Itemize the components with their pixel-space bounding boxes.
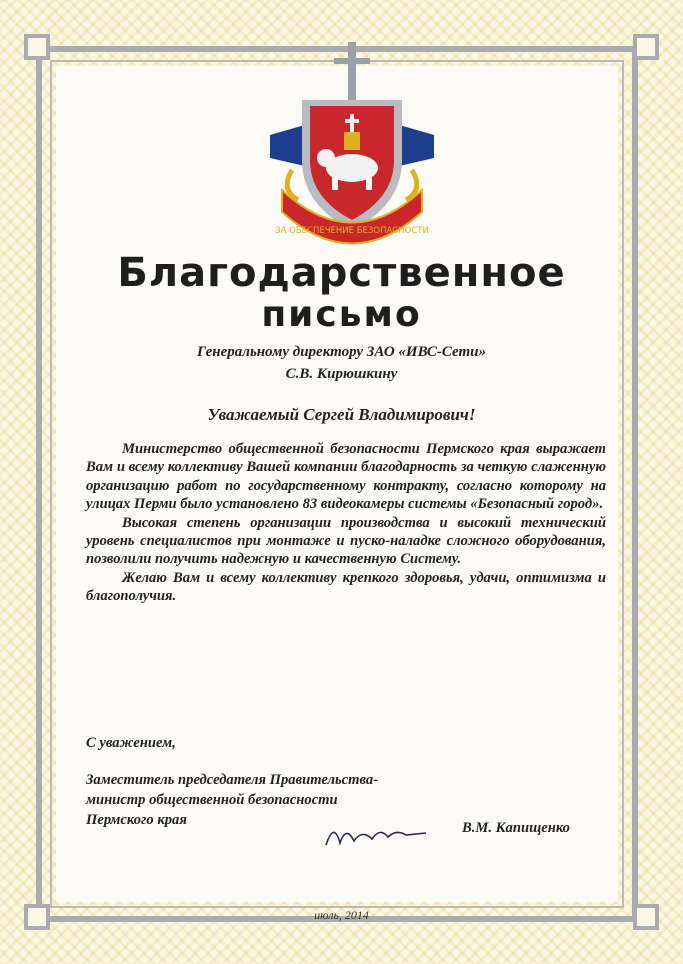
frame-corner <box>633 34 659 60</box>
document-title: Благодарственное <box>117 250 566 296</box>
body-paragraph: Желаю Вам и всему коллективу крепкого здоровья, удачи, оптимизма и благополучия. <box>86 569 606 605</box>
frame-corner <box>24 34 50 60</box>
ribbon-text: ЗА ОБЕСПЕЧЕНИЕ БЕЗОПАСНОСТИ <box>275 226 429 236</box>
letter-body <box>86 440 606 606</box>
handwritten-signature <box>322 815 432 853</box>
body-paragraph: Министерство общественной безопасности Пермского края выражает Вам и всему коллективу Вашей компании благодарность за четкую слаженную организацию работ по государственному контракту, согласно которому на улицах Перми было установлено 83 видеокамеры системы «Безопасный город». <box>86 441 606 513</box>
signatory-position-line3: Пермского края <box>86 812 187 828</box>
addressee-position: Генеральному директору ЗАО «ИВС-Сети» <box>197 344 486 360</box>
document-date: июль, 2014 <box>314 908 369 922</box>
addressee-name: С.В. Кирюшкину <box>285 366 398 382</box>
signatory-position-line2: министр общественной безопасности <box>86 792 338 808</box>
greeting: Уважаемый Сергей Владимирович! <box>207 405 476 424</box>
signatory-position-line1: Заместитель председателя Правительства- <box>86 772 379 788</box>
document-subtitle: письмо <box>261 294 422 335</box>
body-paragraph: Высокая степень организации производства и высокий технический уровень специалистов при монтаже и пуско-наладке сложного оборудования, позволили получить надежную и качественную Систему. <box>86 514 606 568</box>
closing-phrase: С уважением, <box>86 735 176 751</box>
signatory-name: В.М. Капищенко <box>462 820 570 836</box>
coat-of-arms-emblem <box>262 40 442 250</box>
